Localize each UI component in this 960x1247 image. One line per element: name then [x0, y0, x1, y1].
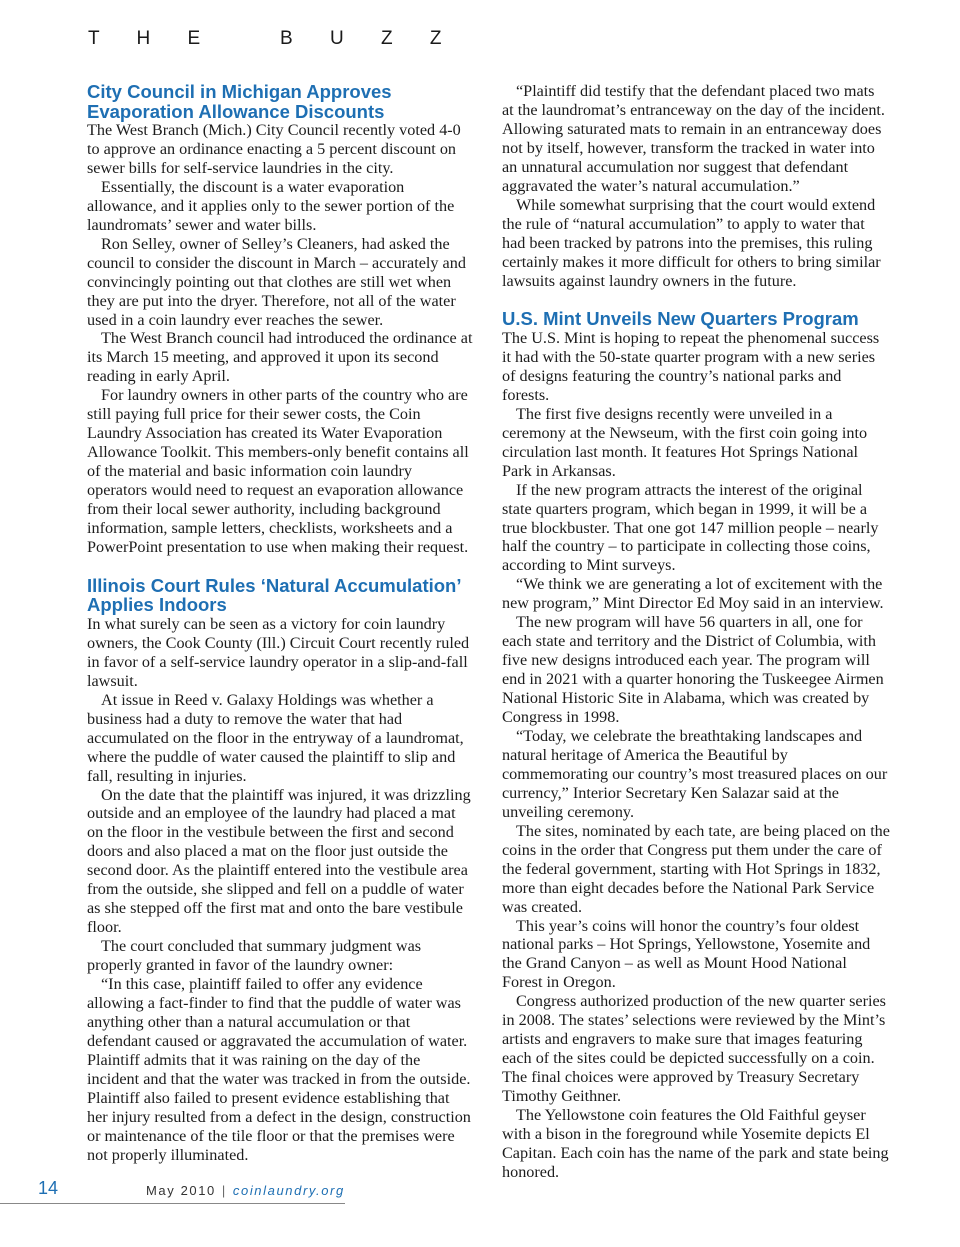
paragraph: The first five designs recently were unveiled in a ceremony at the Newseum, with the first coin going into circulation last month. It features Hot Springs National Park in Arkansas.	[502, 404, 868, 480]
paragraph: Essentially, the discount is a water evaporation allowance, and it applies only to the sewer portion of the laundromats’ sewer and water bills.	[87, 177, 455, 234]
page-number: 14	[38, 1178, 59, 1198]
paragraph: This year’s coins will honor the country’s four oldest national parks – Hot Springs, Yellowstone, Yosemite and the Grand Canyon – as well as Mount Hood National Forest in Oregon.	[502, 916, 871, 992]
headline-line: Applies Indoors	[87, 594, 227, 616]
paragraph: While somewhat surprising that the court would extend the rule of “natural accumulation” to apply to water that had been tracked by patrons into the premises, this ruling certainly makes it more difficult for others to bring similar lawsuits against laundry owners in the future.	[502, 195, 881, 290]
headline-line: City Council in Michigan Approves	[87, 81, 392, 102]
footer-divider	[0, 1203, 345, 1204]
paragraph: The West Branch (Mich.) City Council recently voted 4-0 to approve an ordinance enacting a 5 percent discount on sewer bills for self-service laundries in the city.	[87, 121, 461, 177]
paragraph: “Today, we celebrate the breathtaking landscapes and natural heritage of America the Beautiful by commemorating our country’s most treasured places on our currency,” Interior Secretary Ken Salazar said at the unveiling ceremony.	[502, 727, 888, 821]
left-column	[87, 82, 473, 1165]
footer-separator: |	[221, 1183, 227, 1198]
headline-line: Evaporation Allowance Discounts	[87, 100, 385, 122]
masthead: T H E B U Z Z	[88, 28, 458, 49]
issue-date: May 2010	[146, 1183, 216, 1198]
paragraph: Ron Selley, owner of Selley’s Cleaners, had asked the council to consider the discount in March – accurately and convincingly pointing out that clothes are still wet when they are put into the dryer. Therefore, not all of the water used in a coin laundry ever reaches the sewer.	[87, 234, 466, 329]
paragraph: The sites, nominated by each tate, are being placed on the coins in the order that Congress put them under the care of the federal government, starting with Hot Springs in 1832, more than eight decades before the National Park Service was created.	[502, 821, 890, 916]
right-column	[502, 82, 890, 1182]
paragraph: “We think we are generating a lot of excitement with the new program,” Mint Director Ed Moy said in an interview.	[502, 575, 884, 613]
article-headline-illinois-court	[87, 576, 473, 615]
footer	[146, 1183, 345, 1198]
article-headline-city-council	[87, 82, 473, 121]
article-headline-us-mint: U.S. Mint Unveils New Quarters Program	[502, 308, 859, 330]
paragraph: For laundry owners in other parts of the country who are still paying full price for their sewer costs, the Coin Laundry Association has created its Water Evaporation Allowance Toolkit. This members-only benefit contains all of the material and basic information coin laundry operators would need to request an evaporation allowance from their local sewer authority, including background information, sample letters, checklists, worksheets and a PowerPoint presentation to use when making their request.	[87, 386, 469, 556]
headline-line: Illinois Court Rules ‘Natural Accumulation’	[87, 574, 462, 596]
paragraph: If the new program attracts the interest of the original state quarters program, which began in 1999, it will be a true blockbuster. That one got 147 million people – nearly half the country – to participate in collecting those coins, according to Mint surveys.	[502, 480, 879, 575]
paragraph: The Yellowstone coin features the Old Faithful geyser with a bison in the foreground while Yosemite depicts El Capitan. Each coin has the name of the park and state being honored.	[502, 1106, 889, 1181]
paragraph: On the date that the plaintiff was injured, it was drizzling outside and an employee of the laundry had placed a mat on the floor in the vestibule between the first and second doors and also placed a mat on the floor just outside the second door. As the plaintiff entered into the vestibule area from the outside, she slipped and fell on a puddle of water as she stepped off the first mat and onto the bare vestibule floor.	[87, 785, 471, 937]
website-link[interactable]: coinlaundry.org	[232, 1183, 345, 1198]
paragraph: “In this case, plaintiff failed to offer any evidence allowing a fact-finder to find that the puddle of water was anything other than a natural accumulation or that defendant caused or aggravated the accumulation of water. Plaintiff admits that it was raining on the day of the incident and that the water was tracked in from the outside. Plaintiff also failed to present evidence establishing that her injury resulted from a defect in the design, construction or maintenance of the tile floor or that the premises were not properly illuminated.	[87, 975, 471, 1164]
paragraph: At issue in Reed v. Galaxy Holdings was whether a business had a duty to remove the water that had accumulated on the floor in the entryway of a laundromat, where the puddle of water caused the plaintiff to slip and fall, resulting in injuries.	[87, 690, 464, 785]
paragraph: “Plaintiff did testify that the defendant placed two mats at the laundromat’s entranceway on the day of the incident. Allowing saturated mats to remain in an entranceway does not by itself, however, transform the tracked in water into an unnatural accumulation nor suggest that defendant aggravated the water’s natural accumulation.”	[502, 82, 885, 195]
paragraph: Congress authorized production of the new quarter series in 2008. The states’ selections were reviewed by the Mint’s artists and engravers to make sure that images featuring each of the sites could be depicted successfully on a coin. The final choices were approved by Treasury Secretary Timothy Geithner.	[502, 992, 886, 1106]
paragraph: The new program will have 56 quarters in all, one for each state and territory and the District of Columbia, with five new designs introduced each year. The program will end in 2021 with a quarter honoring the Tuskeegee Airmen National Historic Site in Alabama, which was created by Congress in 1998.	[502, 613, 884, 727]
paragraph: The West Branch council had introduced the ordinance at its March 15 meeting, and approved it upon its second reading in early April.	[87, 329, 473, 386]
paragraph: In what surely can be seen as a victory for coin laundry owners, the Cook County (Ill.) Circuit Court recently ruled in favor of a self-service laundry operator in a slip-and-fall lawsuit.	[87, 614, 470, 690]
paragraph: The U.S. Mint is hoping to repeat the phenomenal success it had with the 50-state quarter program with a new series of designs featuring the country’s national parks and forests.	[502, 328, 880, 404]
paragraph: The court concluded that summary judgment was properly granted in favor of the laundry owner:	[87, 937, 422, 975]
